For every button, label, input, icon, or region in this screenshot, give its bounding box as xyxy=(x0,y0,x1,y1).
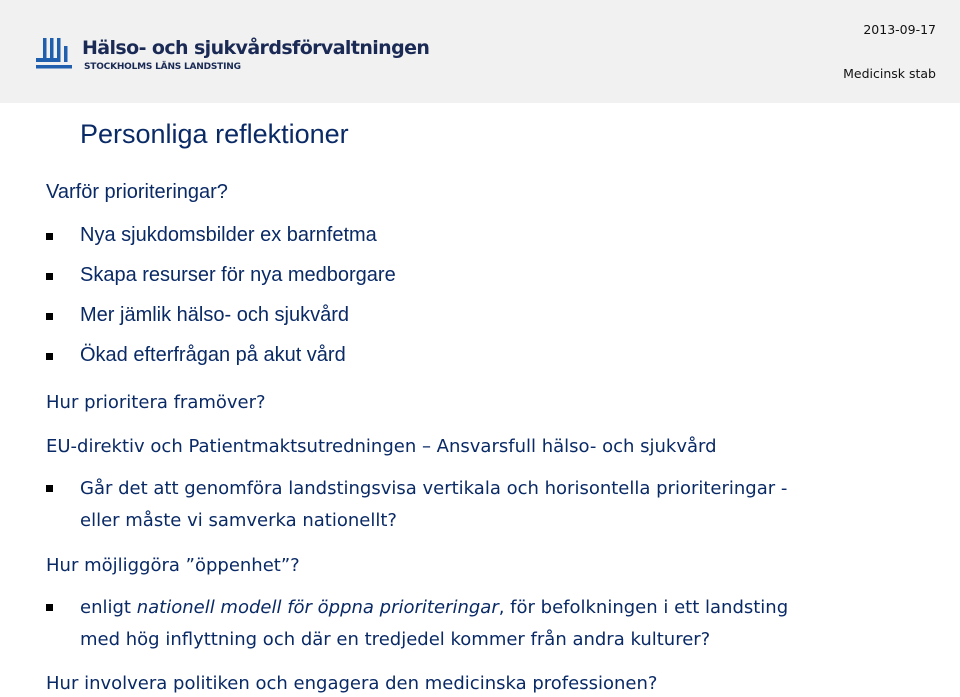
bullet-icon xyxy=(46,485,53,492)
bullet-icon xyxy=(46,353,53,360)
org-subtitle: STOCKHOLMS LÄNS LANDSTING xyxy=(84,62,241,72)
list-item-continuation: eller måste vi samverka nationellt? xyxy=(80,510,397,531)
list-item: Går det att genomföra landstingsvisa vertikala och horisontella prioriteringar - xyxy=(80,478,788,499)
question-why-prioritize: Varför prioriteringar? xyxy=(46,181,228,203)
text-span: , för befolkningen i ett landsting xyxy=(498,597,789,618)
text-span: enligt xyxy=(80,597,137,618)
question-involve-politics: Hur involvera politiken och engagera den medicinska professionen? xyxy=(46,673,658,694)
slide-header xyxy=(0,0,960,103)
department-label: Medicinsk stab xyxy=(843,66,936,81)
list-item xyxy=(80,597,788,618)
bullet-icon xyxy=(46,273,53,280)
bullet-icon xyxy=(46,233,53,240)
list-item: Ökad efterfrågan på akut vård xyxy=(80,344,346,366)
list-item: Skapa resurser för nya medborgare xyxy=(80,264,396,286)
list-item: Nya sjukdomsbilder ex barnfetma xyxy=(80,224,377,246)
bullet-icon xyxy=(46,313,53,320)
list-item-continuation: med hög inflyttning och där en tredjedel kommer från andra kulturer? xyxy=(80,629,711,650)
eu-directive-line: EU-direktiv och Patientmaktsutredningen – Ansvarsfull hälso- och sjukvård xyxy=(46,436,717,457)
org-name: Hälso- och sjukvårdsförvaltningen xyxy=(82,37,430,59)
question-how-prioritize: Hur prioritera framöver? xyxy=(46,392,266,413)
slide-date: 2013-09-17 xyxy=(863,22,936,37)
italic-phrase: nationell modell för öppna prioriteringar xyxy=(136,597,499,618)
bullet-icon xyxy=(46,604,53,611)
list-item: Mer jämlik hälso- och sjukvård xyxy=(80,304,349,326)
question-openness: Hur möjliggöra ”öppenhet”? xyxy=(46,555,300,576)
slide-title: Personliga reflektioner xyxy=(80,119,349,149)
sll-logo-icon xyxy=(34,36,78,70)
